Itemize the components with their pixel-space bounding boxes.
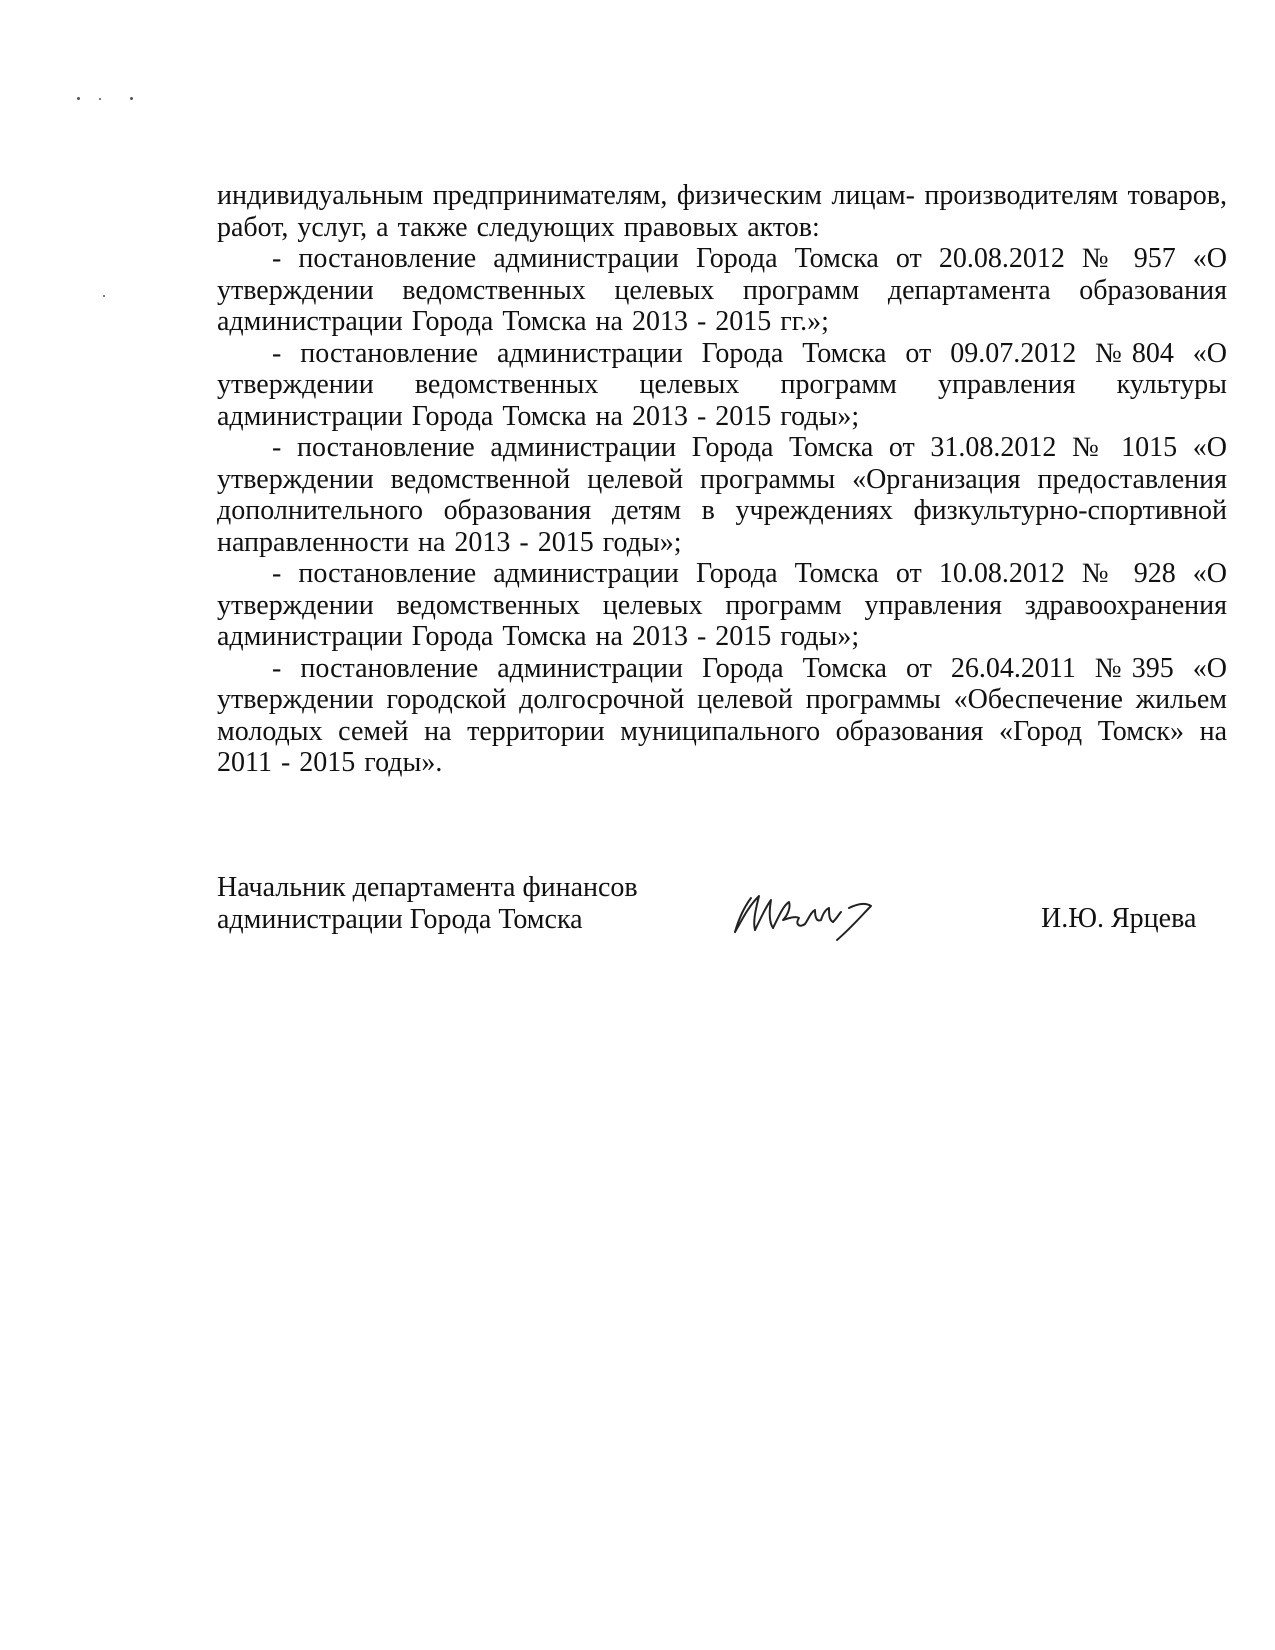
list-item: - постановление администрации Города Томска от 31.08.2012 № 1015 «О утверждении ведомственной целевой программы «Организация предоставления дополнительного образования детям в учреждениях физкультурно-спортивной направленности на 2013 - 2015 годы»;: [217, 432, 1227, 558]
signer-name: И.Ю. Ярцева: [1041, 903, 1197, 934]
list-item: - постановление администрации Города Томска от 10.08.2012 № 928 «О утверждении ведомственных целевых программ управления здравоохранения администрации Города Томска на 2013 - 2015 годы»;: [217, 558, 1227, 652]
scan-speck: [130, 97, 133, 100]
intro-paragraph: индивидуальным предпринимателям, физическим лицам- производителям товаров, работ, услуг, а также следующих правовых актов:: [217, 180, 1227, 243]
document-body: [217, 180, 1227, 779]
scan-speck: [77, 97, 80, 100]
scan-speck: [103, 295, 105, 297]
signatory-title: [217, 872, 638, 935]
signatory-title-line-2: администрации Города Томска: [217, 903, 583, 935]
list-item: - постановление администрации Города Томска от 26.04.2011 №395 «О утверждении городской долгосрочной целевой программы «Обеспечение жильем молодых семей на территории муниципального образования «Город Томск» на 2011 - 2015 годы».: [217, 652, 1227, 778]
list-item: - постановление администрации Города Томска от 09.07.2012 №804 «О утверждении ведомственных целевых программ управления культуры администрации Города Томска на 2013 - 2015 годы»;: [217, 337, 1227, 432]
signatory-title-line-1: Начальник департамента финансов: [217, 872, 638, 903]
handwritten-signature: [725, 878, 885, 950]
scan-speck: [99, 98, 101, 100]
list-item: - постановление администрации Города Томска от 20.08.2012 № 957 «О утверждении ведомственных целевых программ департамента образования администрации Города Томска на 2013 - 2015 гг.»;: [217, 243, 1227, 337]
